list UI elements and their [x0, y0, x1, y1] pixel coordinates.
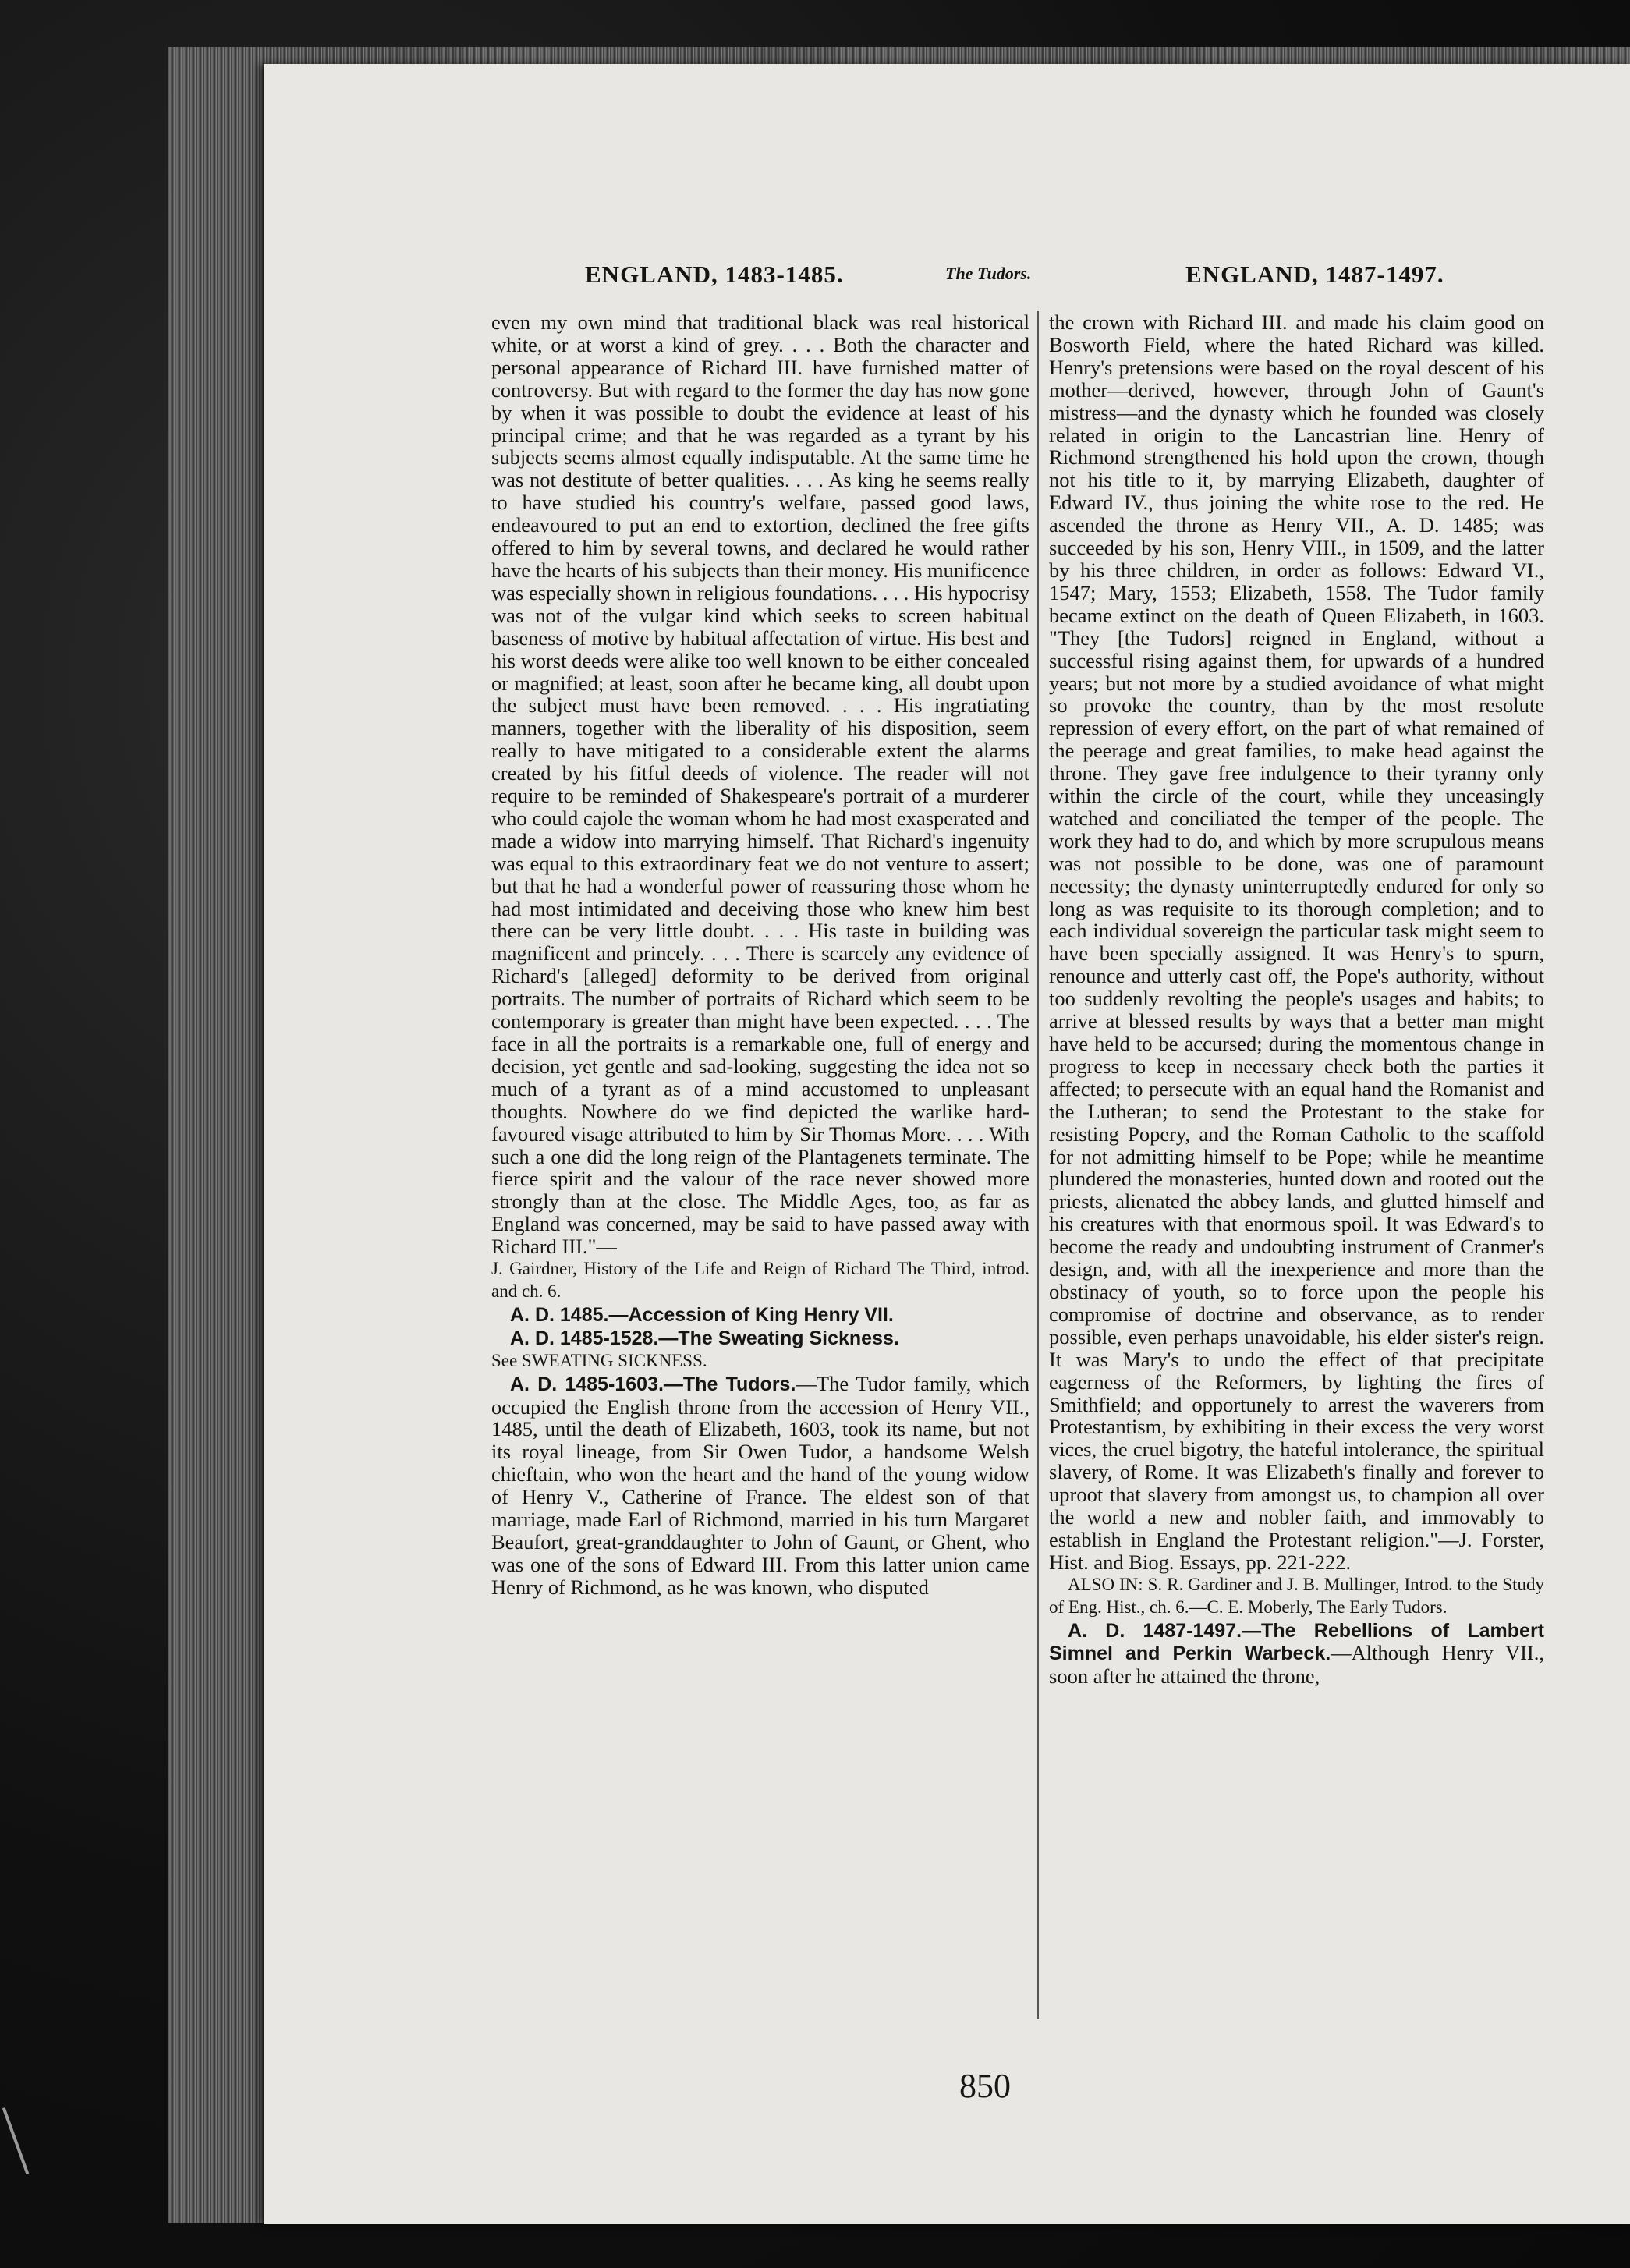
page-content: [491, 260, 1544, 2148]
running-head-right: ENGLAND, 1487-1497.: [1185, 260, 1444, 288]
running-head-center: The Tudors.: [945, 264, 1032, 283]
entry-heading: A. D. 1485.—Accession of King Henry VII.: [510, 1303, 894, 1326]
paragraph: the crown with Richard III. and made his claim good on Bosworth Field, where the hated Richard was killed. Henry's pretensions were based on the royal descent of his mother—derived, however, through John of Gaunt's mistress—and the dynasty which he founded was closely related in origin to the Lancastrian line. Henry of Richmond strengthened his hold upon the crown, though not his title to it, by marrying Elizabeth, daughter of Edward IV., thus joining the white rose to the red. He ascended the throne as Henry VII., A. D. 1485; was succeeded by his son, Henry VIII., in 1509, and the latter by his three children, in order as follows: Edward VI., 1547; Mary, 1553; Elizabeth, 1558. The Tudor family became extinct on the death of Queen Elizabeth, in 1603. "They [the Tudors] reigned in England, without a successful rising against them, for upwards of a hundred years; but not more by a studied avoidance of what might so provoke the country, than by the most resolute repression of every effort, on the part of what remained of the peerage and great families, to make head against the throne. They gave free indulgence to their tyranny only within the circle of the court, while they unceasingly watched and conciliated the temper of the people. The work they had to do, and which by more scrupulous means was not possible to be done, was one of paramount necessity; the dynasty uninterruptedly endured for only so long as was requisite to its thorough completion; and to each individual sovereign the particular task might seem to have been specially assigned. It was Henry's to spurn, renounce and utterly cast off, the Pope's authority, without too suddenly revolting the people's usages and habits; to arrive at blessed results by ways that a better man might have held to be accursed; during the momentous change in progress to keep in necessary check both the parties it affected; to persecute with an equal hand the Romanist and the Lutheran; to send the Protestant to the stake for resisting Popery, and the Roman Catholic to the scaffold for not admitting himself to be Pope; while he meantime plundered the monasteries, hunted down and rooted out the priests, alienated the abbey lands, and glutted himself and his creatures with that enormous spoil. It was Edward's to become the ready and undoubting instrument of Cranmer's design, and, with all the inexperience and more than the obstinacy of youth, so to force upon the people his compromise of doctrine and observance, as to render possible, even perhaps unavoidable, his elder sister's reign. It was Mary's to undo the effect of that precipitate eagerness of the Reformers, by lighting the fires of Smithfield; and opportunely to arrest the waverers from Protestantism, by exhibiting in their excess the very worst vices, the cruel bigotry, the hateful intolerance, the spiritual slavery, of Rome. It was Elizabeth's finally and forever to uproot that slavery from amongst us, to champion all over the world a new and nobler faith, and immovably to establish in England the Protestant religion."—J. Forster, Hist. and Biog. Essays, pp. 221-222.: [1049, 310, 1544, 1574]
running-head-left: ENGLAND, 1483-1485.: [585, 260, 844, 288]
paragraph: A. D. 1487-1497.—The Rebellions of Lambert Simnel and Perkin Warbeck.—Although Henry VII., soon after he attained the throne,: [1049, 1619, 1544, 1689]
paragraph: even my own mind that traditional black was real historical white, or at worst a kind of grey. . . . Both the character and personal appearance of Richard III. have furnished matter of controversy. But with regard to the former the day has now gone by when it was possible to doubt the evidence at least of his principal crime; and that he was regarded as a tyrant by his subjects seems almost equally indisputable. At the same time he was not destitute of better qualities. . . . As king he seems really to have studied his country's welfare, passed good laws, endeavoured to put an end to extortion, declined the free gifts offered to him by several towns, and declared he would rather have the hearts of his subjects than their money. His munificence was especially shown in religious foundations. . . . His hypocrisy was not of the vulgar kind which seeks to screen habitual baseness of motive by habitual affectation of virtue. His best and his worst deeds were alike too well known to be either concealed or magnified; at least, soon after he became king, all doubt upon the subject must have been removed. . . . His ingratiating manners, together with the liberality of his disposition, seem really to have mitigated to a considerable extent the alarms created by his fitful deeds of violence. The reader will not require to be reminded of Shakespeare's portrait of a murderer who could cajole the woman whom he had most exasperated and made a widow into marrying himself. That Richard's ingenuity was equal to this extraordinary feat we do not venture to assert; but that he had a wonderful power of reassuring those whom he had most intimidated and deceiving those who knew him best there can be very little doubt. . . . His taste in building was magnificent and princely. . . . There is scarcely any evidence of Richard's [alleged] deformity to be derived from original portraits. The number of portraits of Richard which seem to be contemporary is greater than might have been expected. . . . The face in all the portraits is a remarkable one, full of energy and decision, yet gentle and sad-looking, suggesting the idea not so much of a tyrant as of a mind accustomed to unpleasant thoughts. Nowhere do we find depicted the warlike hard-favoured visage attributed to him by Sir Thomas More. . . . With such a one did the long reign of the Plantagenets terminate. The fierce spirit and the valour of the race never showed more strongly than at the close. The Middle Ages, too, as far as England was concerned, may be said to have passed away with Richard III."—: [491, 310, 1029, 1259]
paragraph: A. D. 1485-1603.—The Tudors.—The Tudor family, which occupied the English throne from the accession of Henry VII., 1485, until the death of Elizabeth, 1603, took its name, but not its royal lineage, from Sir Owen Tudor, a handsome Welsh chieftain, who won the heart and the hand of the young widow of Henry V., Catherine of France. The eldest son of that marriage, made Earl of Richmond, married in his turn Margaret Beaufort, great-granddaughter to John of Gaunt, or Ghent, who was one of the sons of Edward III. From this latter union came Henry of Richmond, as he was known, who disputed: [491, 1371, 1029, 1599]
entry-heading: A. D. 1485-1528.—The Sweating Sickness.: [510, 1327, 899, 1349]
cross-reference: See SWEATING SICKNESS.: [491, 1350, 707, 1370]
book-page: [264, 64, 1630, 2224]
page-number: 850: [959, 2067, 1011, 2105]
running-head: [491, 260, 1536, 307]
also-in-citation: ALSO IN: S. R. Gardiner and J. B. Mullinger, Introd. to the Study of Eng. Hist., ch. 6.—C. E. Moberly, The Early Tudors.: [1049, 1574, 1544, 1617]
right-column: [1049, 311, 1544, 1688]
left-column: [491, 311, 1029, 1599]
column-rule: [1037, 311, 1039, 2019]
citation: J. Gairdner, History of the Life and Reign of Richard The Third, introd. and ch. 6.: [491, 1259, 1029, 1301]
